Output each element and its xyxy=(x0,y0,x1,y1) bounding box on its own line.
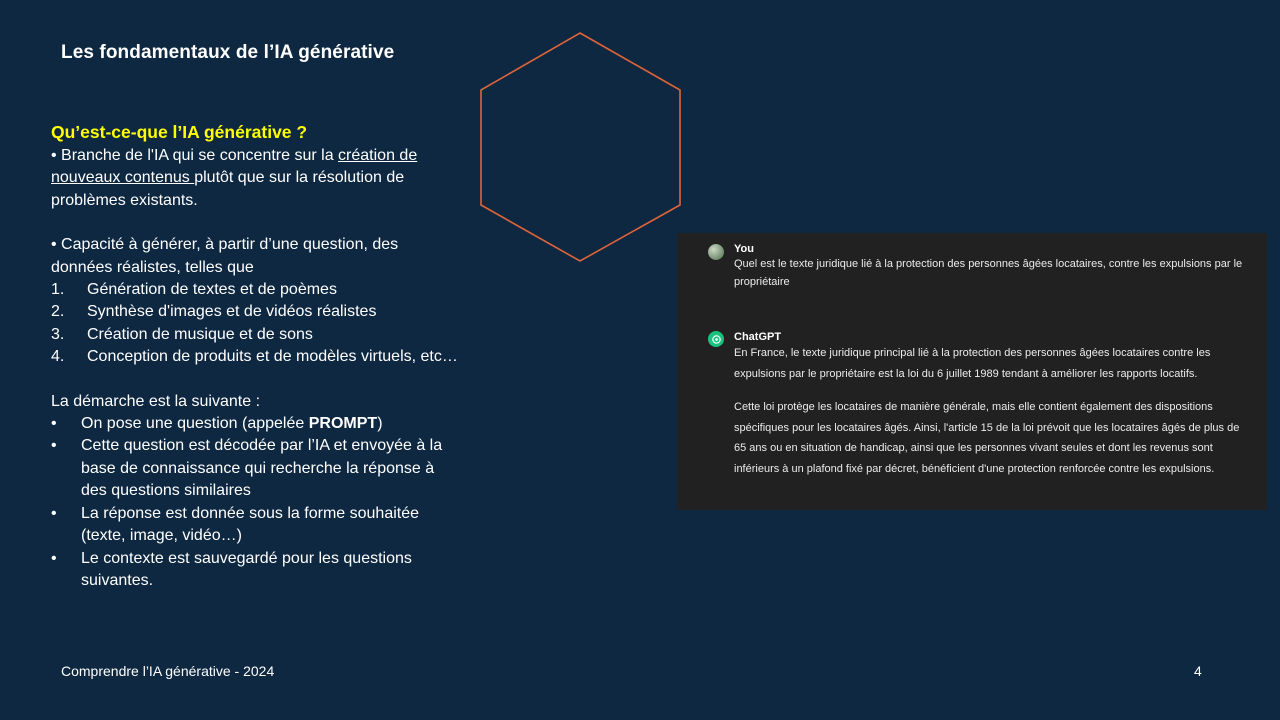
item-text: Génération de textes et de poèmes xyxy=(87,281,337,299)
item-text: Création de musique et de sons xyxy=(87,325,313,343)
branch-underlined: création de nouveaux contenus xyxy=(51,147,418,187)
section-subtitle: Qu’est-ce-que l’IA générative ? xyxy=(51,122,308,142)
assistant-answer xyxy=(734,343,1254,480)
hexagon-shape xyxy=(478,30,684,264)
user-avatar xyxy=(708,244,724,260)
numbered-item xyxy=(51,301,463,323)
chat-screenshot xyxy=(677,233,1267,510)
item-number: 3. xyxy=(51,325,65,343)
bullet-text: Le contexte est sauvegardé pour les questions suivantes. xyxy=(81,549,412,589)
bullet-item xyxy=(51,435,463,502)
bullet-item xyxy=(51,413,463,435)
slide-content xyxy=(51,120,463,592)
user-message xyxy=(734,243,1249,291)
user-question: Quel est le texte juridique lié à la protection des personnes âgées locataires, contre les expulsions par le propriétaire xyxy=(734,258,1243,288)
page-number: 4 xyxy=(1194,663,1202,679)
bullet-dot: • xyxy=(51,504,57,522)
bullet-text-pre: On pose une question (appelée xyxy=(81,415,309,433)
chatgpt-logo-icon xyxy=(708,331,724,347)
assistant-name: ChatGPT xyxy=(734,331,782,343)
item-text: Conception de produits et de modèles virtuels, etc… xyxy=(87,348,458,366)
branch-prefix: • Branche de l'IA qui se concentre sur la xyxy=(51,147,339,164)
slide-title: Les fondamentaux de l’IA générative xyxy=(61,42,395,63)
bullet-dot: • xyxy=(51,437,57,455)
bullet-text-bold: PROMPT xyxy=(308,415,378,433)
capacity-paragraph: • Capacité à générer, à partir d’une question, des données réalistes, telles que xyxy=(51,236,399,276)
item-number: 4. xyxy=(51,348,65,366)
bullet-text: La réponse est donnée sous la forme souhaitée (texte, image, vidéo…) xyxy=(81,504,420,545)
answer-paragraph: Cette loi protège les locataires de manière générale, mais elle contient également des dispositions spécifiques pour les locataires âgés. Ainsi, l'article 15 de la loi prévoit que les locataires âgés de plus de 65 ans ou en situation de handicap, ainsi que les personnes vivant seules et dont les revenus sont inférieurs à un plafond fixé par décret, bénéficient d'une protection renforcée contre les expulsions. xyxy=(734,401,1240,475)
bullet-text-post: ) xyxy=(377,415,383,433)
item-number: 1. xyxy=(51,281,65,299)
numbered-item xyxy=(51,279,463,301)
item-text: Synthèse d'images et de vidéos réalistes xyxy=(87,303,377,321)
bullet-text xyxy=(81,413,383,435)
branch-paragraph xyxy=(51,145,463,212)
branch-suffix: plutôt que sur la résolution de problèmes existants. xyxy=(51,169,405,209)
footer-text: Comprendre l’IA générative - 2024 xyxy=(61,663,275,679)
bullet-dot: • xyxy=(51,549,57,567)
item-number: 2. xyxy=(51,303,65,321)
numbered-item xyxy=(51,324,463,346)
numbered-item xyxy=(51,346,463,368)
user-name: You xyxy=(734,243,754,255)
bullet-item xyxy=(51,548,463,593)
bullet-item xyxy=(51,503,463,548)
bullet-dot: • xyxy=(51,415,57,433)
process-intro: La démarche est la suivante : xyxy=(51,392,261,410)
answer-paragraph: En France, le texte juridique principal lié à la protection des personnes âgées locataires contre les expulsions par le propriétaire est la loi du 6 juillet 1989 tendant à améliorer les rapports locatifs. xyxy=(734,347,1211,380)
assistant-message xyxy=(734,331,1254,480)
bullet-text: Cette question est décodée par l’IA et envoyée à la base de connaissance qui recherche la réponse à des questions similaires xyxy=(81,437,443,500)
